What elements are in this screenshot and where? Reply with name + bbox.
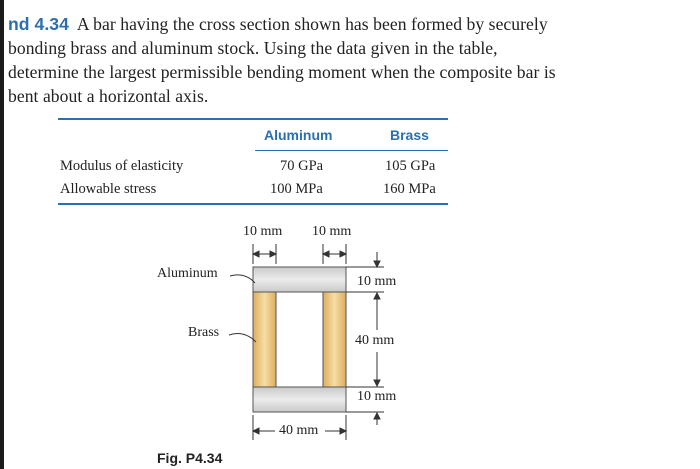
dim-right-bot-label: 10 mm <box>357 389 397 404</box>
figure-caption: Fig. P4.34 <box>157 450 223 466</box>
dim-bottom-label: 40 mm <box>279 423 319 438</box>
brass-leader <box>229 334 256 342</box>
table-header-aluminum: Aluminum <box>264 127 333 143</box>
aluminum-leader <box>230 275 255 283</box>
cell-brass-modulus: 105 GPa <box>385 158 436 174</box>
aluminum-bottom-plate <box>253 387 346 412</box>
row-label-allowable: Allowable stress <box>60 181 157 197</box>
problem-number: nd 4.34 <box>8 14 69 34</box>
label-aluminum: Aluminum <box>157 266 218 281</box>
aluminum-top-plate <box>253 267 346 292</box>
cell-aluminum-modulus: 70 GPa <box>280 158 324 174</box>
problem-text: A bar having the cross section shown has been formed by securely bonding brass and aluminum stock. Using the data given in the table, determine the largest permissible bending moment when the composite bar is bent about a horizontal axis. <box>8 14 556 106</box>
dim-top-right-marker <box>323 244 346 264</box>
dim-top-left-label: 10 mm <box>243 224 283 239</box>
row-label-modulus: Modulus of elasticity <box>60 158 184 174</box>
label-brass: Brass <box>188 325 220 340</box>
dim-top-right-label: 10 mm <box>312 224 352 239</box>
dim-right-top-label: 10 mm <box>357 274 397 289</box>
table-header-brass: Brass <box>390 127 429 143</box>
cell-brass-allowable: 160 MPa <box>383 181 436 197</box>
brass-right-web <box>323 292 346 387</box>
brass-left-web <box>253 292 276 387</box>
dim-top-left-marker <box>253 244 276 264</box>
dim-right-mid-label: 40 mm <box>355 333 395 348</box>
cell-aluminum-allowable: 100 MPa <box>270 181 323 197</box>
